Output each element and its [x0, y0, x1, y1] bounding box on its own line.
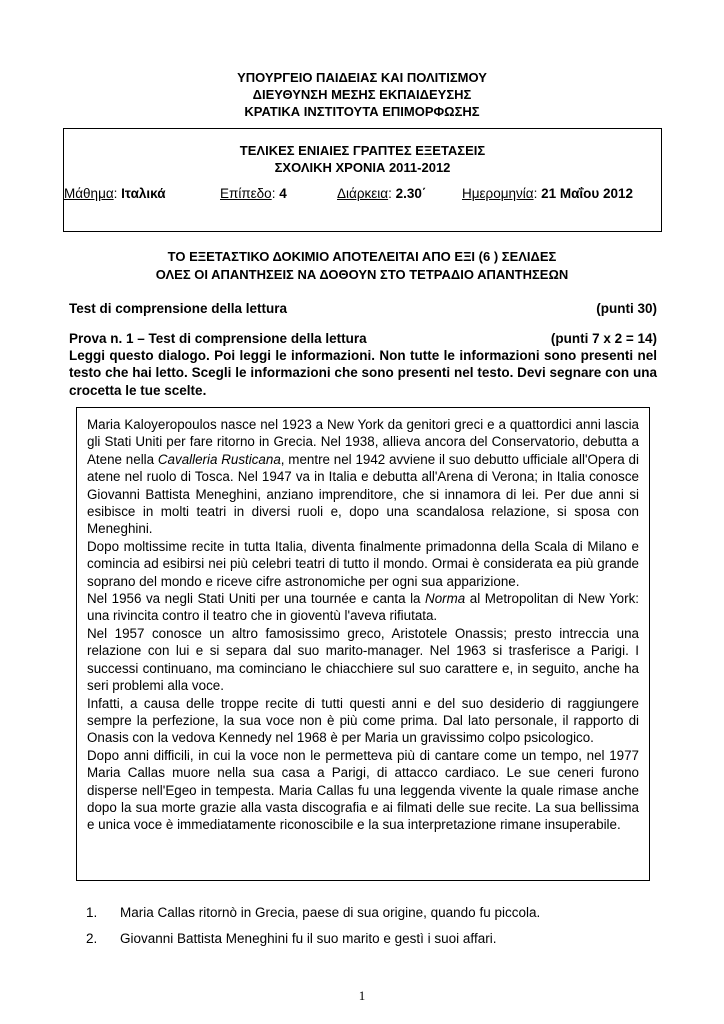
directorate-title: ΔΙΕΥΘΥΝΣΗ ΜΕΣΗΣ ΕΚΠΑΙΔΕΥΣΗΣ: [252, 87, 472, 102]
section-title: Test di comprensione della lettura: [69, 301, 288, 316]
reading-passage: [87, 416, 639, 834]
question-item: [86, 904, 540, 922]
opera-title: Norma: [425, 591, 466, 607]
level-value: 4: [279, 186, 287, 201]
passage-paragraph: Infatti, a causa delle troppe recite di tutti questi anni e del suo desiderio di raggiungere sempre la perfezione, la sua voce non è più come prima. Dal lato personale, il rapporto di Onasis con la vedova Kennedy nel 1968 è per Maria un gravissimo colpo psicologico.: [87, 695, 639, 746]
section-points: (punti 30): [596, 301, 657, 316]
prova-title: Prova n. 1 – Test di comprensione della lettura: [69, 331, 367, 346]
reading-passage-box: [76, 407, 650, 881]
prova-heading: [69, 330, 657, 348]
pages-notice: ΤΟ ΕΞΕΤΑΣΤΙΚΟ ΔΟΚΙΜΙΟ ΑΠΟΤΕΛΕΙΤΑΙ ΑΠΟ ΕΞΙ (6 ) ΣΕΛΙΔΕΣ: [167, 249, 557, 264]
prova-points: (punti 7 x 2 = 14): [550, 331, 657, 346]
question-number: 1.: [86, 905, 98, 920]
subject-value: Ιταλικά: [121, 186, 166, 201]
level-label: Επίπεδο: [220, 186, 272, 201]
exam-title: ΤΕΛΙΚΕΣ ΕΝΙΑΙΕΣ ΓΡΑΠΤΕΣ ΕΞΕΤΑΣΕΙΣ: [239, 143, 486, 158]
date-field: Ημερομηνία: 21 Μαΐου 2012: [462, 186, 634, 201]
question-number: 2.: [86, 931, 98, 946]
page-number: 1: [358, 988, 366, 1003]
duration-field: Διάρκεια: 2.30΄: [337, 186, 427, 201]
question-item: [86, 930, 496, 948]
section-heading: [69, 300, 657, 318]
school-year: ΣΧΟΛΙΚΗ ΧΡΟΝΙΑ 2011-2012: [274, 160, 451, 175]
passage-paragraph: Nel 1957 conosce un altro famosissimo greco, Aristotele Onassis; presto intreccia una relazione con lui e si separa dal suo marito-manager. Nel 1963 si trasferisce a Parigi. I successi continuano, ma cominciano le chiacchiere sul suo carattere e, in seguito, anche ha seri problemi alla voce.: [87, 625, 639, 694]
subject-label: Μάθημα: [64, 186, 114, 201]
subject-field: Μάθημα: Ιταλικά: [64, 186, 166, 201]
ministry-title: ΥΠΟΥΡΓΕΙΟ ΠΑΙΔΕΙΑΣ ΚΑΙ ΠΟΛΙΤΙΣΜΟΥ: [237, 70, 487, 85]
question-text: Maria Callas ritornò in Grecia, paese di sua origine, quando fu piccola.: [120, 905, 541, 920]
question-text: Giovanni Battista Meneghini fu il suo marito e gestì i suoi affari.: [120, 931, 497, 946]
date-label: Ημερομηνία: [462, 186, 534, 201]
passage-paragraph: Nel 1956 va negli Stati Uniti per una tournée e canta la Norma al Metropolitan di New York: una rivincita contro il teatro che in gioventù l'aveva rifiutata.: [87, 591, 640, 624]
exam-info-box: [63, 128, 662, 232]
passage-paragraph: Dopo moltissime recite in tutta Italia, diventa finalmente primadonna della Scala di Milano e comincia ad esibirsi nei più celebri teatri di tutto il mondo. Ormai è considerata ea più grande soprano del mondo e riceve cifre astronomiche per ogni sua apparizione.: [87, 538, 639, 589]
duration-value: 2.30΄: [395, 186, 427, 201]
prova-instructions: Leggi questo dialogo. Poi leggi le informazioni. Non tutte le informazioni sono presenti nel testo che hai letto. Scegli le informazioni che sono presenti nel testo. Devi segnare con una crocetta le tue scelte.: [69, 348, 657, 398]
passage-paragraph: Maria Kaloyeropoulos nasce nel 1923 a New York da genitori greci e a quattordici anni lascia gli Stati Uniti per fare ritorno in Grecia. Nel 1938, allieva ancora del Conservatorio, debutta a Atene nella Cavalleria Rusticana, mentre nel 1942 avviene il suo debutto ufficiale all'Opera di atene nel ruolo di Tosca. Nel 1947 va in Italia e debutta all'Arena di Verona; in Italia conosce Giovanni Battista Meneghini, anziano imprenditore, che si innamora di lei. Per due anni si esibisce in molti teatri in diversi ruoli e, dopo una scandalosa relazione, si sposa con Meneghini.: [87, 417, 639, 537]
passage-paragraph: Dopo anni difficili, in cui la voce non le permetteva più di cantare come un tempo, nel 1977 Maria Callas muore nella sua casa a Parigi, di attacco cardiaco. Le sue ceneri furono disperse nell'Egeo in tempesta. Maria Callas fu una leggenda vivente la quale rimase anche dopo la sua morte grazie alla vasta discografia e ai filmati delle sue recite. La sua bellissima e unica voce è immediatamente riconoscibile e la sua interpretazione rimane insuperabile.: [87, 747, 639, 833]
level-field: Επίπεδο: 4: [220, 186, 287, 201]
opera-title: Cavalleria Rusticana: [157, 451, 281, 467]
date-value: 21 Μαΐου 2012: [541, 186, 634, 201]
institute-title: ΚΡΑΤΙΚΑ ΙΝΣΤΙΤΟΥΤΑ ΕΠΙΜΟΡΦΩΣΗΣ: [244, 104, 480, 119]
answers-notice: ΟΛΕΣ ΟΙ ΑΠΑΝΤΗΣΕΙΣ ΝΑ ΔΟΘΟΥΝ ΣΤΟ ΤΕΤΡΑΔΙΟ ΑΠΑΝΤΗΣΕΩΝ: [155, 267, 569, 282]
duration-label: Διάρκεια: [337, 186, 389, 201]
